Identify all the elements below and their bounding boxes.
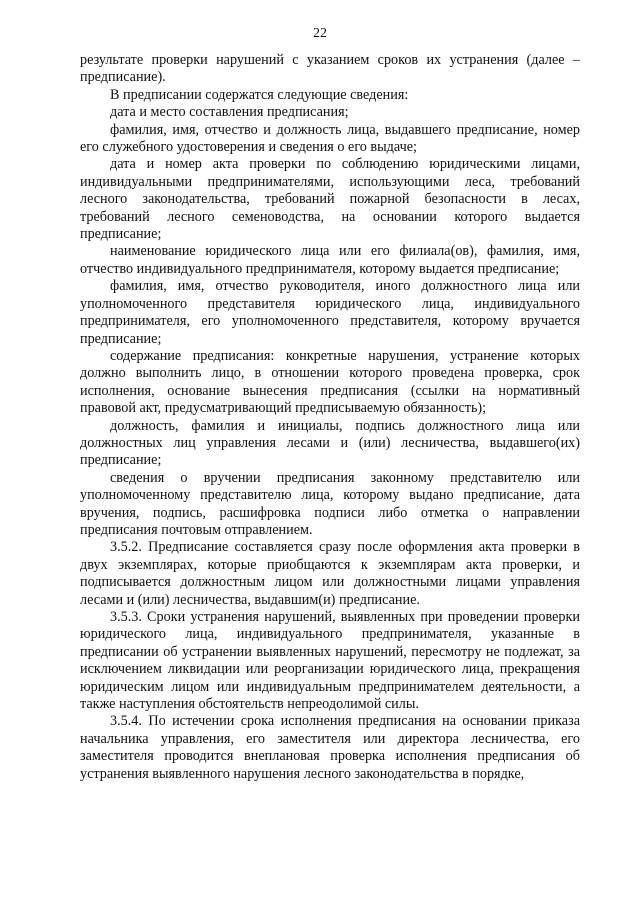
paragraph: наименование юридического лица или его филиала(ов), фамилия, имя, отчество индивидуального предпринимателя, которому выдается предписание; <box>80 243 580 277</box>
paragraph: 3.5.2. Предписание составляется сразу после оформления акта проверки в двух экземплярах, которые приобщаются к экземплярам акта проверки, и подписывается должностным лицом или должностными лицами управления лесами и (или) лесничества, выдавшим(и) предписание. <box>80 539 580 608</box>
paragraph: дата и место составления предписания; <box>110 104 349 121</box>
paragraph: 3.5.3. Сроки устранения нарушений, выявленных при проведении проверки юридического лица, индивидуального предпринимателя, указанные в предписании об устранении выявленных нарушений, пересмотру не подлежат, за исключением ликвидации или реорганизации юридического лица, прекращения юридическим лицом или индивидуальным предпринимателем деятельности, а также наступления обстоятельств непреодолимой силы. <box>80 609 580 713</box>
page-number: 22 <box>313 26 327 41</box>
paragraph: фамилия, имя, отчество и должность лица, выдавшего предписание, номер его служебного удостоверения и сведения о его выдаче; <box>80 121 580 156</box>
paragraph: сведения о вручении предписания законному представителю или уполномоченному представителю лица, которому выдано предписание, дата вручения, подпись, расшифровка подписи либо отметка о направлении предписания почтовым отправлением. <box>80 469 580 538</box>
document-body <box>80 52 580 783</box>
paragraph: дата и номер акта проверки по соблюдению юридическими лицами, индивидуальными предпринимателями, использующими леса, требований лесного законодательства, требований пожарной безопасности в лесах, требований лесного семеноводства, на основании которого выдается предписание; <box>80 156 580 243</box>
paragraph: должность, фамилия и инициалы, подпись должностного лица или должностных лиц управления лесами и (или) лесничества, выдавшего(их) предписание; <box>80 417 580 469</box>
paragraph: 3.5.4. По истечении срока исполнения предписания на основании приказа начальника управления, его заместителя или директора лесничества, его заместителя проводится внеплановая проверка исполнения предписания об устранения выявленного нарушения лесного законодательства в порядке, <box>80 713 580 782</box>
paragraph: В предписании содержатся следующие сведения: <box>110 86 409 103</box>
paragraph-continuation: результате проверки нарушений с указанием сроков их устранения (далее – предписание). <box>80 52 580 86</box>
paragraph: содержание предписания: конкретные нарушения, устранение которых должно выполнить лицо, в отношении которого проведена проверка, срок исполнения, основание вынесения предписания (ссылки на нормативный правовой акт, предусматривающий предписываемую обязанность); <box>80 347 580 417</box>
paragraph: фамилия, имя, отчество руководителя, иного должностного лица или уполномоченного представителя юридического лица, индивидуального предпринимателя, его уполномоченного представителя, которому вручается предписание; <box>80 278 580 347</box>
